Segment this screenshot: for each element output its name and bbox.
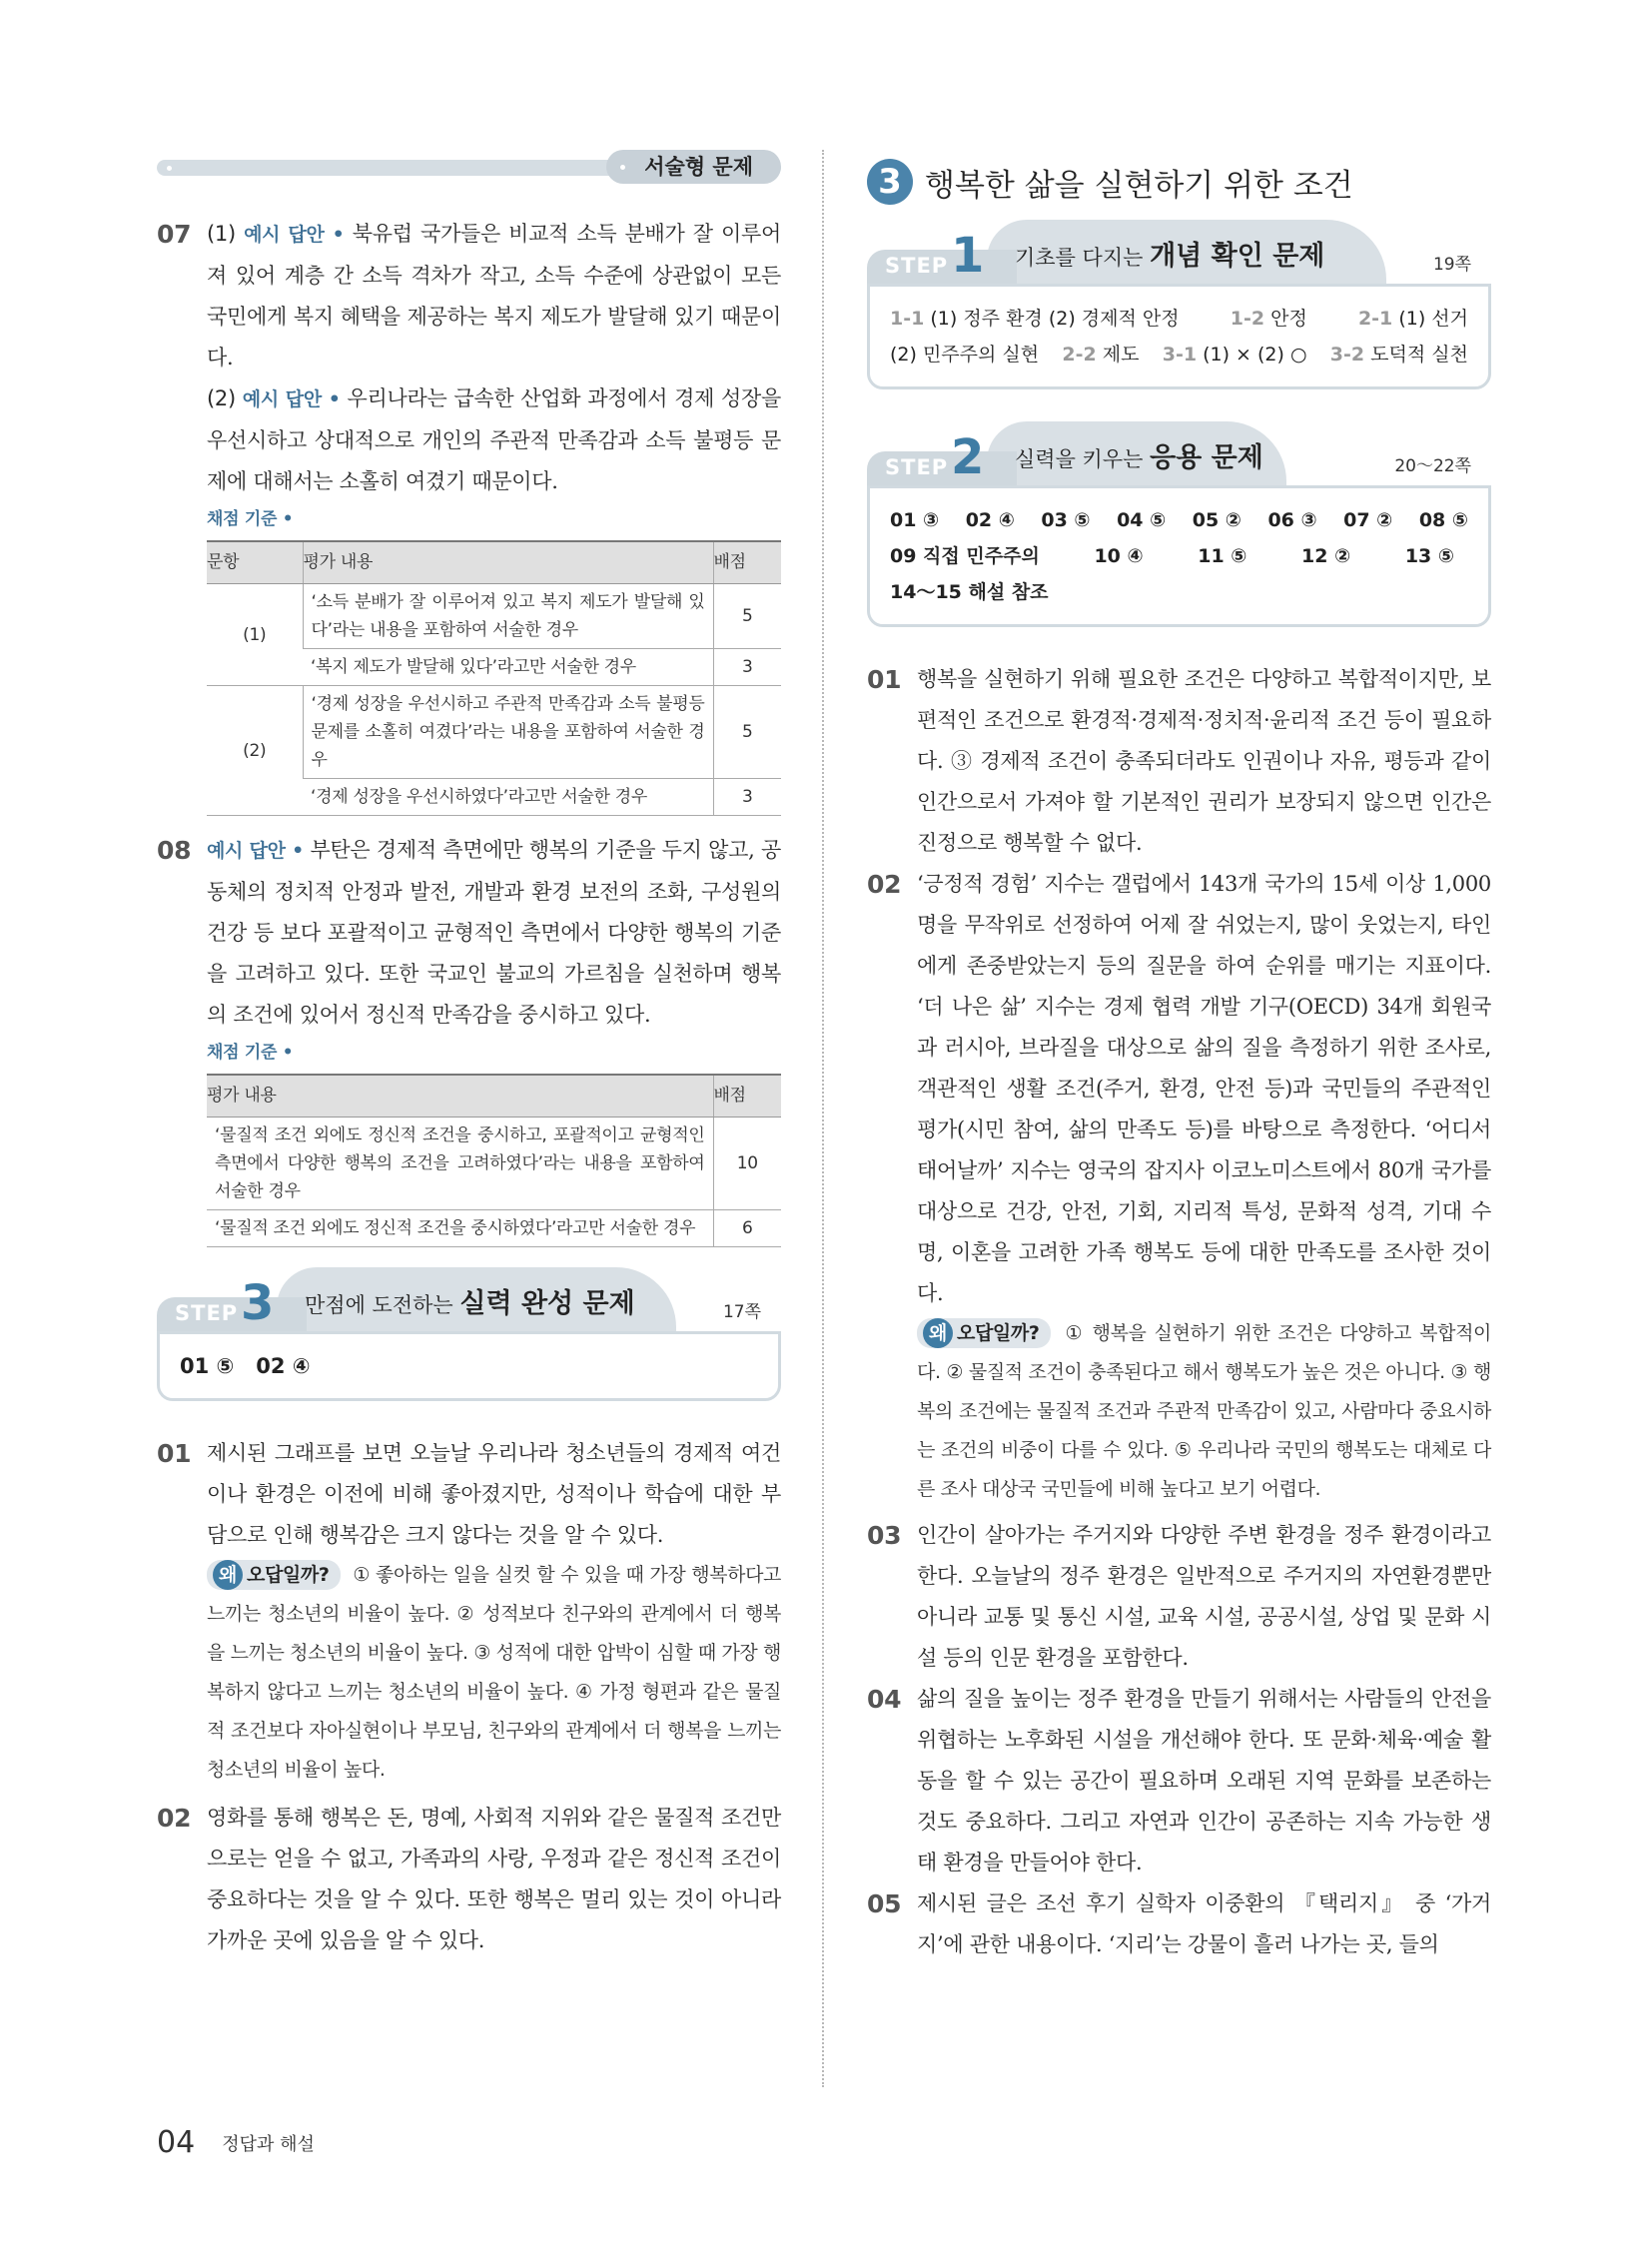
step-title-main: 개념 확인 문제 <box>1150 241 1325 272</box>
scoring-criteria-label: 채점 기준 • <box>207 1043 294 1063</box>
step-number: 1 <box>951 228 985 284</box>
why-label: 오답일까? <box>247 1564 330 1586</box>
answer-item: 13 ⑤ <box>1404 545 1454 567</box>
scoring-criteria-label: 채점 기준 • <box>207 509 294 529</box>
question-number: 08 <box>157 836 192 865</box>
table-cell-item: (2) <box>207 686 303 816</box>
table-row <box>207 686 781 779</box>
table-header: 배점 <box>713 541 781 584</box>
question-number: 03 <box>867 1521 902 1550</box>
table-cell-item: (1) <box>207 584 303 686</box>
explanation-text: 삶의 질을 높이는 정주 환경을 만들기 위해서는 사람들의 안전을 위협하는 노후화된 시설을 개선해야 한다. 또 문화·체육·예술 활동을 할 수 있는 공간이 필요하며 오래된 지역 문화를 보존하는 것도 중요하다. 그리고 자연과 인간이 공존하는 지속 가능한 생태 환경을 만들어야 한다. <box>917 1687 1491 1874</box>
section-title: 행복한 삶을 실현하기 위한 조건 <box>925 167 1353 204</box>
answer-item <box>890 337 1039 373</box>
left-column <box>157 150 781 1961</box>
scoring-table <box>207 1074 781 1247</box>
table-cell-score: 5 <box>713 584 781 649</box>
question-08 <box>157 830 781 1247</box>
step-page-ref: 19쪽 <box>1432 255 1471 275</box>
table-header: 평가 내용 <box>303 541 713 584</box>
wrong-answer-explanation <box>917 1314 1491 1509</box>
answer-item: 05 ② <box>1192 509 1241 531</box>
explanation-02 <box>867 864 1491 1509</box>
part-label: (1) <box>207 222 236 246</box>
example-answer-tag: 예시 답안 • <box>242 388 341 410</box>
answer-key: 1-2 <box>1230 308 1265 330</box>
step1-answer-box <box>867 284 1491 389</box>
step-number: 2 <box>951 429 985 485</box>
answer-item: 04 ⑤ <box>1117 509 1167 531</box>
answer-value: (1) 선거 <box>1398 308 1468 330</box>
table-header-row <box>207 1075 781 1118</box>
page-footer <box>157 2125 315 2160</box>
table-cell-score: 10 <box>713 1118 781 1210</box>
question-07-part2 <box>207 378 781 502</box>
table-header-row <box>207 541 781 584</box>
why-icon: 왜 <box>923 1318 953 1348</box>
step-title <box>1015 435 1263 474</box>
step-title-pre: 만점에 도전하는 <box>305 1293 453 1317</box>
step3-answer-box <box>157 1331 781 1401</box>
table-cell-score: 3 <box>713 649 781 686</box>
part-label: (2) <box>207 386 236 410</box>
table-cell-content: ‘경제 성장을 우선시하였다’라고만 서술한 경우 <box>303 779 713 816</box>
answer-row <box>890 337 1468 373</box>
wrong-answer-explanation <box>207 1556 781 1790</box>
step-title-main: 실력 완성 문제 <box>459 1288 635 1319</box>
section-heading <box>867 160 1491 204</box>
step2-header <box>867 421 1491 485</box>
explanation-text: 제시된 글은 조선 후기 실학자 이중환의 『택리지』 중 ‘가거지’에 관한 내용이다. ‘지리’는 강물이 흘러 나가는 곳, 들의 <box>917 1891 1491 1956</box>
table-cell-content: ‘물질적 조건 외에도 정신적 조건을 중시하였다’라고만 서술한 경우 <box>207 1210 713 1247</box>
section-bar-dot <box>167 166 172 171</box>
step3-header <box>157 1267 781 1331</box>
answer-row: 14～15 해설 참조 <box>890 581 1049 603</box>
answer-row <box>890 502 1468 538</box>
question-number: 02 <box>867 870 902 899</box>
answer-row <box>890 301 1468 337</box>
answer-item <box>890 301 1180 337</box>
question-07 <box>157 214 781 816</box>
explanation-text: 영화를 통해 행복은 돈, 명예, 사회적 지위와 같은 물질적 조건만으로는 얻을 수 없고, 가족과의 사랑, 우정과 같은 정신적 조건이 중요하다는 것을 알 수 있다. 또한 행복은 멀리 있는 것이 아니라 가까운 곳에 있음을 알 수 있다. <box>207 1806 781 1952</box>
step-title <box>305 1281 635 1320</box>
answer-item: 01 ③ <box>890 509 940 531</box>
question-07-part1 <box>207 214 781 378</box>
step-page-ref: 20～22쪽 <box>1394 456 1471 476</box>
example-answer-tag: 예시 답안 • <box>207 840 304 862</box>
question-number: 07 <box>157 220 192 249</box>
table-row <box>207 584 781 649</box>
table-header: 문항 <box>207 541 303 584</box>
answer-item <box>1163 337 1307 373</box>
answer-key: 2-1 <box>1357 308 1393 330</box>
answer-text: 북유럽 국가들은 비교적 소득 분배가 잘 이루어져 있어 계층 간 소득 격차가 작고, 소득 수준에 상관없이 모든 국민에게 복지 혜택을 제공하는 복지 제도가 발달해 있기 때문이다. <box>207 222 781 370</box>
answer-item: 02 ④ <box>965 509 1015 531</box>
step-title-pre: 기초를 다지는 <box>1015 246 1144 270</box>
answer-list: 01 ⑤ 02 ④ <box>180 1354 311 1378</box>
explanation-01 <box>157 1433 781 1790</box>
answer-text: 우리나라는 급속한 산업화 과정에서 경제 성장을 우선시하고 상대적으로 개인의 주관적 만족감과 소득 불평등 문제에 대해서는 소홀히 여겼기 때문이다. <box>207 386 781 493</box>
table-cell-score: 6 <box>713 1210 781 1247</box>
explanation-05 <box>867 1883 1491 1965</box>
answer-value: (1) × (2) ○ <box>1203 344 1307 366</box>
step-page-ref: 17쪽 <box>722 1302 761 1322</box>
table-cell-score: 5 <box>713 686 781 779</box>
table-row <box>207 1210 781 1247</box>
answer-item: 11 ⑤ <box>1198 545 1247 567</box>
answer-item <box>1231 301 1307 337</box>
column-divider <box>822 150 824 2087</box>
step-title-pre: 실력을 키우는 <box>1015 447 1144 471</box>
question-number: 01 <box>157 1439 192 1468</box>
step1-header <box>867 220 1491 284</box>
why-text: ① 행복을 실현하기 위한 조건은 다양하고 복합적이다. ② 물질적 조건이 충족된다고 해서 행복도가 높은 것은 아니다. ③ 행복의 조건에는 물질적 조건과 주관적 만족감이 있고, 사람마다 중요시하는 조건의 비중이 다를 수 있다. ⑤ 우리나라 국민의 행복도는 대체로 다른 조사 대상국 국민들에 비해 높다고 보기 어렵다. <box>917 1322 1491 1500</box>
step-title <box>1015 234 1324 273</box>
section-tab <box>606 150 781 184</box>
section-tab-label: 서술형 문제 <box>644 155 753 179</box>
answer-key: 3-1 <box>1162 344 1198 366</box>
section-number-badge: 3 <box>867 159 913 205</box>
example-answer-tag: 예시 답안 • <box>244 224 345 246</box>
why-wrong-badge <box>207 1560 341 1590</box>
answer-value: 안정 <box>1270 308 1307 330</box>
why-icon: 왜 <box>213 1560 243 1590</box>
step-label: STEP <box>175 1301 239 1325</box>
table-cell-content: ‘경제 성장을 우선시하고 주관적 만족감과 소득 불평등 문제를 소홀히 여겼다’라는 내용을 포함하여 서술한 경우 <box>303 686 713 779</box>
question-08-answer <box>207 830 781 1036</box>
scoring-table <box>207 540 781 816</box>
why-text: ① 좋아하는 일을 실컷 할 수 있을 때 가장 행복하다고 느끼는 청소년의 비율이 높다. ② 성적보다 친구와의 관계에서 더 행복을 느끼는 청소년의 비율이 높다. ③ 성적에 대한 압박이 심할 때 가장 행복하지 않다고 느끼는 청소년의 비율이 높다. ④ 가정 형편과 같은 물질적 조건보다 자아실현이나 부모님, 친구와의 관계에서 더 행복을 느끼는 청소년의 비율이 높다. <box>207 1564 782 1781</box>
footer-title: 정답과 해설 <box>222 2133 315 2155</box>
answer-row <box>890 538 1468 574</box>
explanation-text: 인간이 살아가는 주거지와 다양한 주변 환경을 정주 환경이라고 한다. 오늘날의 정주 환경은 일반적으로 주거지의 자연환경뿐만 아니라 교통 및 통신 시설, 교육 시설, 공공시설, 상업 및 문화 시설 등의 인문 환경을 포함한다. <box>917 1523 1491 1670</box>
explanation-text: ‘긍정적 경험’ 지수는 갤럽에서 143개 국가의 15세 이상 1,000명을 무작위로 선정하여 어제 잘 쉬었는지, 많이 웃었는지, 타인에게 존중받았는지 등의 질문을 하여 순위를 매기는 지표이다. ‘더 나은 삶’ 지수는 경제 협력 개발 기구(OECD) 34개 회원국과 러시아, 브라질을 대상으로 삶의 질을 측정하기 위한 조사로, 객관적인 생활 조건(주거, 환경, 안전 등)과 국민들의 주관적인 평가(시민 참여, 삶의 만족도 등)를 바탕으로 측정한다. ‘어디서 태어날까’ 지수는 영국의 잡지사 이코노미스트에서 80개 국가를 대상으로 건강, 안전, 기회, 지리적 특성, 문화적 성격, 기대 수명, 이혼을 고려한 가족 행복도 등에 대한 만족도를 조사한 것이다. <box>917 872 1491 1305</box>
question-number: 04 <box>867 1685 902 1714</box>
step-label: STEP <box>885 254 949 278</box>
table-header: 평가 내용 <box>207 1075 713 1118</box>
answer-key: 2-2 <box>1062 344 1097 366</box>
table-row <box>207 1118 781 1210</box>
answer-value: 도덕적 실천 <box>1370 344 1468 366</box>
explanation-02 <box>157 1798 781 1961</box>
explanation-text: 제시된 그래프를 보면 오늘날 우리나라 청소년들의 경제적 여건이나 환경은 이전에 비해 좋아졌지만, 성적이나 학습에 대한 부담으로 인해 행복감은 크지 않다는 것을 알 수 있다. <box>207 1441 781 1547</box>
answer-key: 1-1 <box>890 308 925 330</box>
table-cell-content: ‘복지 제도가 발달해 있다’라고만 서술한 경우 <box>303 649 713 686</box>
answer-item: 08 ⑤ <box>1418 509 1468 531</box>
question-number: 01 <box>867 665 902 694</box>
answer-value: (1) 정주 환경 (2) 경제적 안정 <box>930 308 1180 330</box>
answer-item <box>1358 301 1468 337</box>
step-label: STEP <box>885 455 949 479</box>
why-label: 오답일까? <box>957 1322 1040 1344</box>
table-cell-content: ‘소득 분배가 잘 이루어져 있고 복지 제도가 발달해 있다’라는 내용을 포함하여 서술한 경우 <box>303 584 713 649</box>
answer-item: 09 직접 민주주의 <box>890 545 1040 567</box>
answer-key: 3-2 <box>1329 344 1365 366</box>
explanation-04 <box>867 1679 1491 1883</box>
answer-item: 03 ⑤ <box>1041 509 1091 531</box>
step2-answer-box <box>867 485 1491 627</box>
table-cell-score: 3 <box>713 779 781 816</box>
why-wrong-badge <box>917 1318 1051 1348</box>
step-number: 3 <box>241 1275 275 1331</box>
explanation-01 <box>867 659 1491 864</box>
right-column <box>867 160 1491 1965</box>
answer-item <box>1330 337 1468 373</box>
page-number: 04 <box>157 2125 196 2160</box>
explanation-text: 행복을 실현하기 위해 필요한 조건은 다양하고 복합적이지만, 보편적인 조건으로 환경적·경제적·정치적·윤리적 조건 등이 필요하다. ③ 경제적 조건이 충족되더라도 인권이나 자유, 평등과 같이 인간으로서 가져야 할 기본적인 권리가 보장되지 않으면 인간은 진정으로 행복할 수 없다. <box>917 667 1491 855</box>
answer-item: 10 ④ <box>1094 545 1144 567</box>
answer-item: 07 ② <box>1343 509 1393 531</box>
explanation-03 <box>867 1515 1491 1679</box>
answer-item <box>1062 337 1139 373</box>
answer-text: 부탄은 경제적 측면에만 행복의 기준을 두지 않고, 공동체의 정치적 안정과 발전, 개발과 환경 보전의 조화, 구성원의 건강 등 보다 포괄적이고 균형적인 측면에서 다양한 행복의 기준을 고려하고 있다. 또한 국교인 불교의 가르침을 실천하며 행복의 조건에 있어서 정신적 만족감을 중시하고 있다. <box>207 838 781 1027</box>
answer-item: 06 ③ <box>1267 509 1317 531</box>
answer-value: (2) 민주주의 실현 <box>890 344 1040 366</box>
step-title-main: 응용 문제 <box>1150 442 1263 473</box>
question-number: 05 <box>867 1889 902 1918</box>
section-bar-essay <box>157 150 781 184</box>
table-cell-content: ‘물질적 조건 외에도 정신적 조건을 중시하고, 포괄적이고 균형적인 측면에서 다양한 행복의 조건을 고려하였다’라는 내용을 포함하여 서술한 경우 <box>207 1118 713 1210</box>
table-header: 배점 <box>713 1075 781 1118</box>
answer-value: 제도 <box>1102 344 1140 366</box>
answer-item: 12 ② <box>1301 545 1351 567</box>
question-number: 02 <box>157 1804 192 1833</box>
